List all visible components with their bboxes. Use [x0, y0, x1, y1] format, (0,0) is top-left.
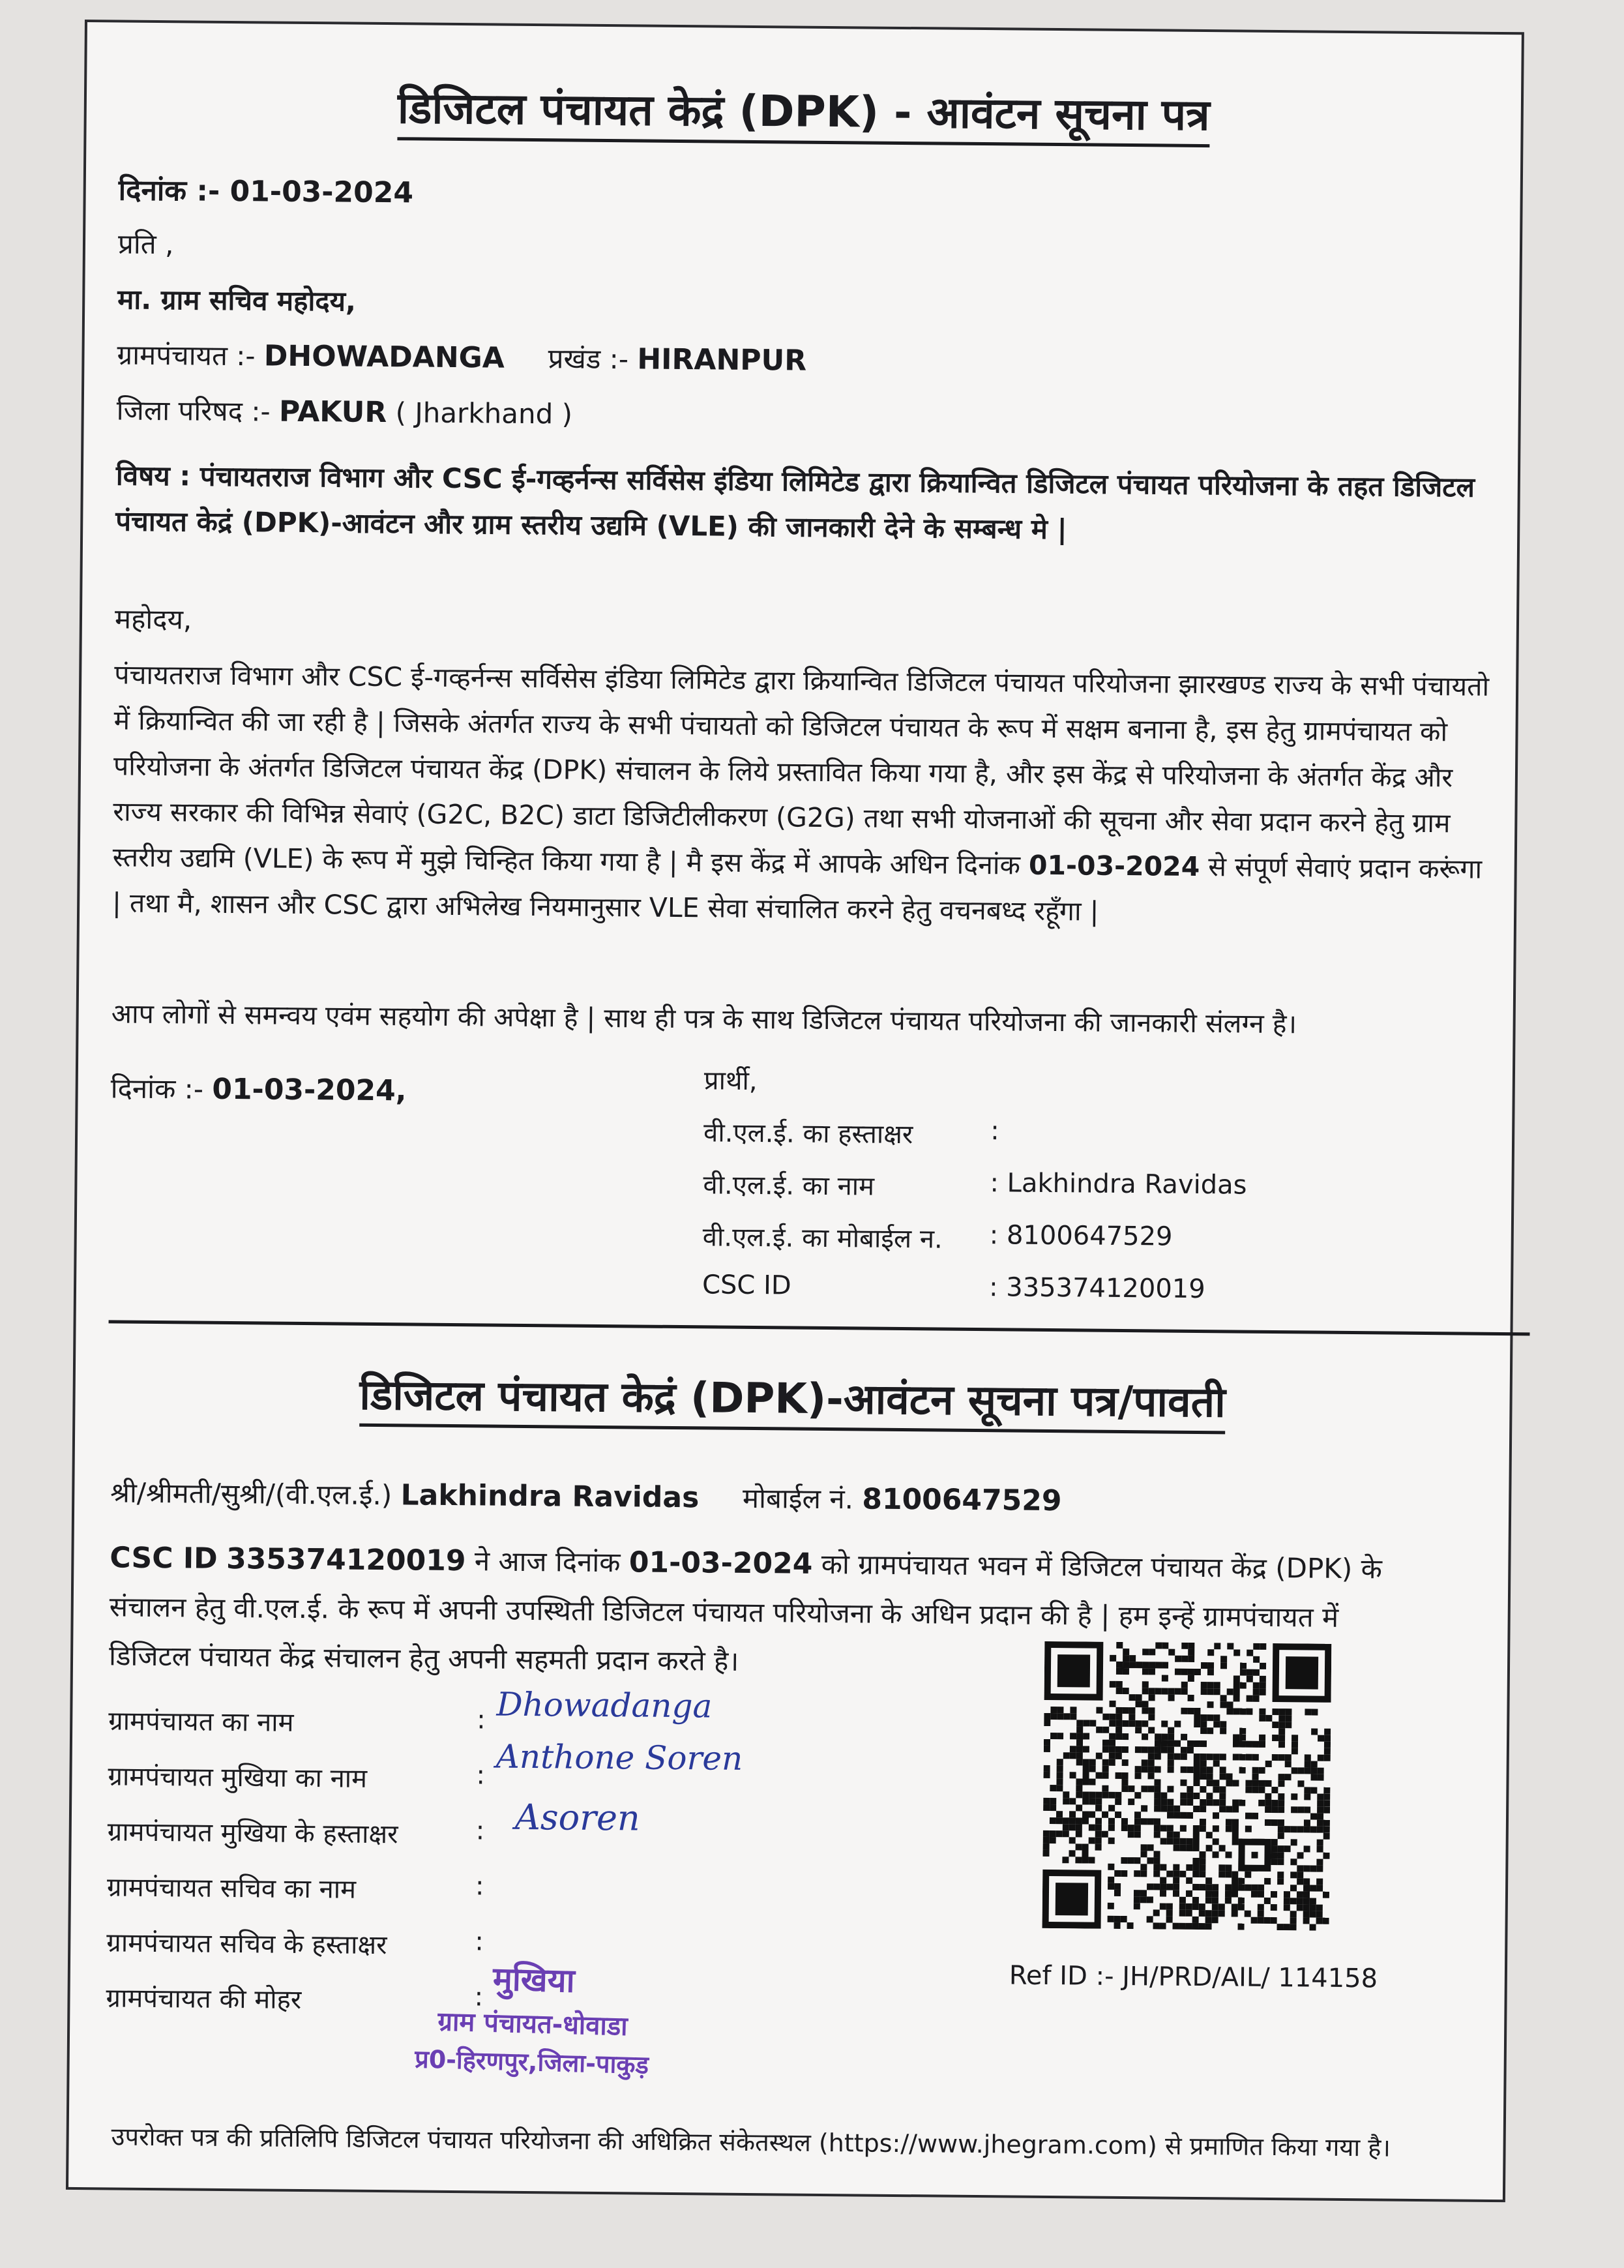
gram-panchayat-line: ग्रामपंचायत :- DHOWADANGA प्रखंड :- HIRANPUR: [117, 338, 807, 378]
receipt-line-2: CSC ID 335374120019 ने आज दिनांक 01-03-2024 को ग्रामपंचायत भवन में डिजिटल पंचायत केंद्र (DPK) के: [110, 1541, 1383, 1585]
seal-colon: :: [474, 1982, 484, 2012]
mukhiya-signature-colon: :: [475, 1815, 485, 1846]
csc-id-label: CSC ID: [701, 1270, 791, 1301]
csc-id-value: : 335374120019: [988, 1272, 1205, 1305]
zila-line: जिला परिषद :- PAKUR ( Jharkhand ): [116, 394, 573, 430]
footer-date: दिनांक :- 01-03-2024,: [110, 1072, 407, 1108]
ref-id: Ref ID :- JH/PRD/AIL/ 114158: [1009, 1960, 1378, 1994]
receipt-line-1: श्री/श्रीमती/सुश्री/(वी.एल.ई.) Lakhindra Ravidas मोबाईल नं. 8100647529: [110, 1476, 1062, 1518]
sachiv-signature-label: ग्रामपंचायत सचिव के हस्ताक्षर: [106, 1928, 387, 1961]
vle-name-label: वी.एल.ई. का नाम: [703, 1170, 875, 1202]
footer-note: उपरोक्त पत्र की प्रतिलिपि डिजिटल पंचायत परियोजना की अधिक्रित संकेतस्थल (https://www.jhegram.com) से प्रमाणित किया गया है।: [111, 2122, 1391, 2162]
sachiv-name-label: ग्रामपंचायत सचिव का नाम: [106, 1872, 357, 1905]
applicant-heading: प्रार्थी,: [703, 1066, 758, 1097]
letter-sheet: [66, 20, 1524, 2202]
section-divider: [109, 1320, 1530, 1335]
prati: प्रति ,: [117, 228, 174, 261]
salutation: महोदय,: [114, 603, 192, 636]
mukhiya-signature-label: ग्रामपंचायत मुखिया के हस्ताक्षर: [107, 1817, 398, 1850]
receipt-line-3: संचालन हेतु वी.एल.ई. के रूप में अपनी उपस्थिती डिजिटल पंचायत परियोजना के अधिन प्रदान की है | हम इन्हें ग्रामपंचायत में: [109, 1590, 1339, 1634]
stamp-line-2: ग्राम पंचायत-धोवाडा: [437, 2007, 628, 2042]
mukhiya-signature: Asoren: [514, 1796, 641, 1839]
mukhiya-name-handwritten: Anthone Soren: [495, 1737, 743, 1778]
sachiv-name-colon: :: [475, 1871, 484, 1902]
mukhiya-stamp: [362, 1952, 704, 2087]
receipt-title: डिजिटल पंचायत केद्रं (DPK)-आवंटन सूचना पत्र/पावती: [75, 1362, 1510, 1431]
body-paragraph-2: आप लोगों से समन्वय एवंम सहयोग की अपेक्षा है | साथ ही पत्र के साथ डिजिटल पंचायत परियोजना की जानकारी संलग्न है।: [111, 998, 1297, 1040]
gp-name-colon: :: [477, 1705, 486, 1735]
stamp-line-1: मुखिया: [492, 1960, 576, 2000]
seal-label: ग्रामपंचायत की मोहर: [106, 1983, 302, 2016]
receipt-line-4: डिजिटल पंचायत केंद्र संचालन हेतु अपनी सहमती प्रदान करते है।: [108, 1639, 739, 1677]
vle-signature-value: :: [990, 1116, 999, 1146]
qr-code: [1042, 1641, 1332, 1931]
mukhiya-name-label: ग्रामपंचायत मुखिया का नाम: [108, 1761, 368, 1794]
vle-mobile-value: : 8100647529: [989, 1220, 1173, 1252]
addressee: मा. ग्राम सचिव महोदय,: [117, 283, 357, 318]
vle-signature-label: वी.एल.ई. का हस्ताक्षर: [703, 1118, 913, 1150]
gp-name-label: ग्रामपंचायत का नाम: [108, 1706, 294, 1738]
stamp-line-3: प्र0-हिरणपुर,जिला-पाकुड़: [414, 2044, 649, 2080]
subject: विषय : पंचायतराज विभाग और CSC ई-गव्हर्नन्स सर्विसेस इंडिया लिमिटेड द्वारा क्रियान्वित डिजिटल पंचायत परियोजना के तहत डिजिटल पंचायत केद्रं (DPK)-आवंटन और ग्राम स्तरीय उद्यमि (VLE) की जानकारी देने के सम्बन्ध मे |: [115, 459, 1475, 546]
sachiv-signature-colon: :: [475, 1926, 484, 1957]
mukhiya-name-colon: :: [476, 1760, 486, 1791]
letter-title: डिजिटल पंचायत केद्रं (DPK) - आवंटन सूचना पत्र: [86, 74, 1521, 145]
body-paragraph: पंचायतराज विभाग और CSC ई-गव्हर्नन्स सर्विसेस इंडिया लिमिटेड द्वारा क्रियान्वित डिजिटल पंचायत परियोजना झारखण्ड राज्य के सभी पंचायतो में क्रियान्वित की जा रही है | जिसके अंतर्गत राज्य के सभी पंचायतो को डिजिटल पंचायत के रूप में सक्षम बनाना है, इस हेतु ग्रामपंचायत को परियोजना के अंतर्गत डिजिटल पंचायत केंद्र (DPK) संचालन के लिये प्रस्तावित किया गया है, और इस केंद्र से परियोजना के अंतर्गत केंद्र और राज्य सरकार की विभिन्न सेवाएं (G2C, B2C) डाटा डिजिटीलीकरण (G2G) तथा सभी योजनाओं की सूचना और सेवा प्रदान करने हेतु ग्राम स्तरीय उद्यमि (VLE) के रूप में मुझे चिन्हित किया गया है | मै इस केंद्र में आपके अधिन दिनांक 01-03-2024 से संपूर्ण सेवाएं प्रदान करूंगा | तथा मै, शासन और CSC द्वारा अभिलेख नियमानुसार VLE सेवा संचालित करने हेतु वचनबध्द रहूँगा |: [111, 659, 1490, 927]
gp-name-handwritten: Dhowadanga: [496, 1685, 713, 1725]
letter-date: दिनांक :- 01-03-2024: [118, 173, 414, 210]
vle-mobile-label: वी.एल.ई. का मोबाईल न.: [702, 1222, 943, 1255]
vle-name-value: : Lakhindra Ravidas: [990, 1168, 1247, 1201]
